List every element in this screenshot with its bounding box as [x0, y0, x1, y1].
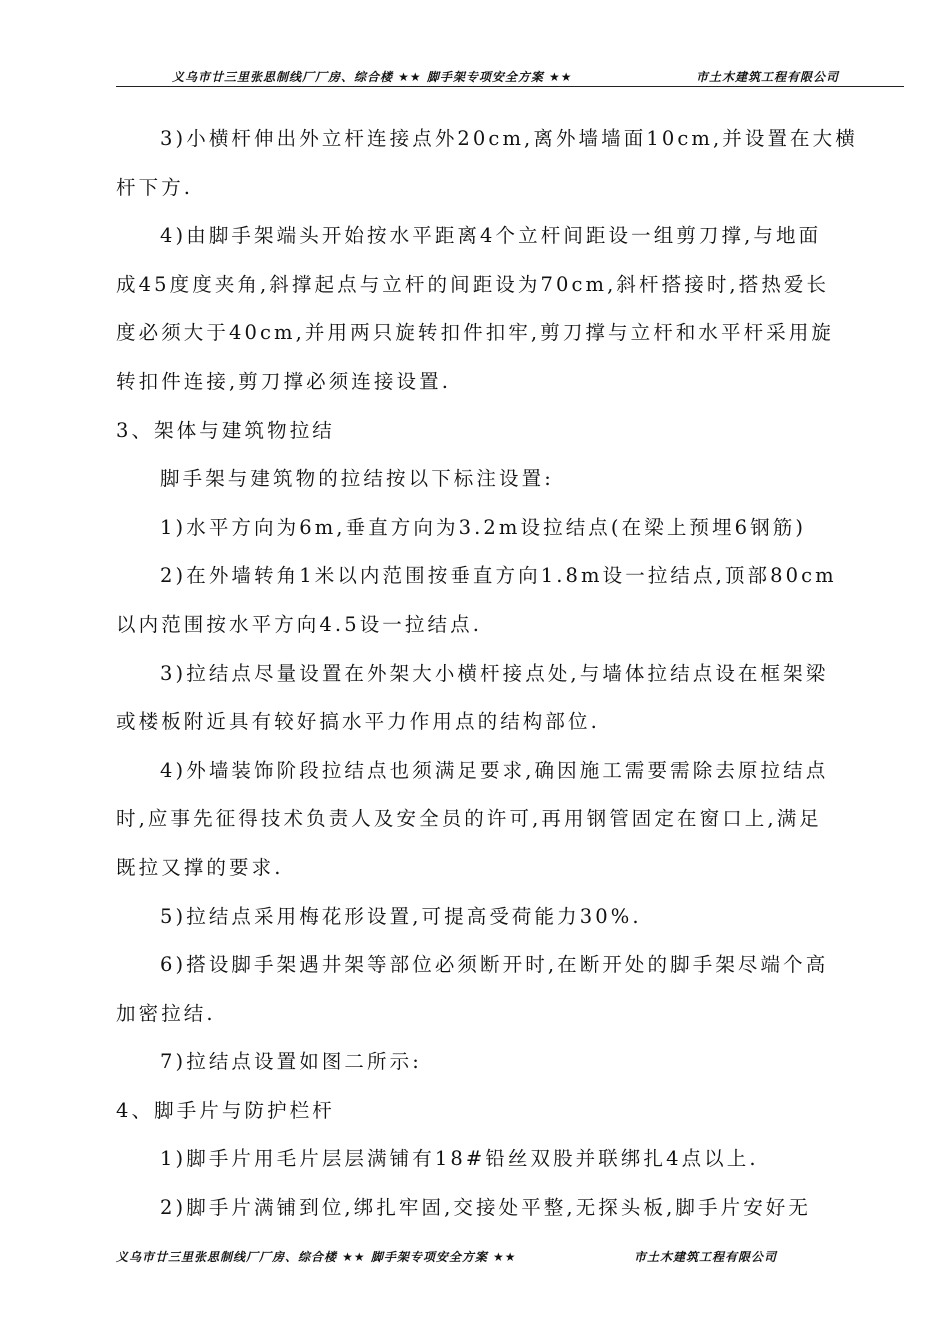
section-heading: 3、架体与建筑物拉结: [116, 418, 335, 442]
paragraph-line: 3)小横杆伸出外立杆连接点外20cm,离外墙墙面10cm,并设置在大横: [160, 127, 858, 150]
paragraph-line: 4)由脚手架端头开始按水平距离4个立杆间距设一组剪刀撑,与地面: [160, 224, 822, 248]
paragraph-line: 转扣件连接,剪刀撑必须连接设置.: [116, 369, 451, 393]
paragraph-line: 既拉又撑的要求.: [116, 855, 284, 879]
paragraph-line: 或楼板附近具有较好搞水平力作用点的结构部位.: [116, 710, 600, 734]
header-company-name: 市土木建筑工程有限公司: [696, 70, 840, 84]
paragraph-line: 以内范围按水平方向4.5设一拉结点.: [116, 612, 483, 636]
footer-project-title: 义乌市廿三里张思制线厂厂房、综合楼 ★★ 脚手架专项安全方案 ★★: [116, 1250, 517, 1264]
paragraph-line: 时,应事先征得技术负责人及安全员的许可,再用钢管固定在窗口上,满足: [116, 807, 822, 831]
paragraph-line: 7)拉结点设置如图二所示:: [160, 1050, 422, 1074]
paragraph-line: 4)外墙装饰阶段拉结点也须满足要求,确因施工需要需除去原拉结点: [160, 758, 829, 782]
page-footer: [116, 1248, 876, 1268]
paragraph-line: 1)脚手片用毛片层层满铺有18#铅丝双股并联绑扎4点以上.: [160, 1147, 759, 1171]
paragraph-line: 度必须大于40cm,并用两只旋转扣件扣牢,剪刀撑与立杆和水平杆采用旋: [116, 321, 835, 345]
paragraph-line: 加密拉结.: [116, 1001, 216, 1025]
header-project-title: 义乌市廿三里张思制线厂厂房、综合楼 ★★ 脚手架专项安全方案 ★★: [172, 70, 573, 84]
section-heading: 4、脚手片与防护栏杆: [116, 1098, 335, 1122]
paragraph-line: 成45度度夹角,斜撑起点与立杆的间距设为70cm,斜杆搭接时,搭热爱长: [116, 272, 830, 296]
paragraph-line: 5)拉结点采用梅花形设置,可提高受荷能力30%.: [160, 904, 642, 928]
paragraph-line: 2)在外墙转角1米以内范围按垂直方向1.8m设一拉结点,顶部80cm: [160, 564, 837, 588]
paragraph-line: 脚手架与建筑物的拉结按以下标注设置:: [160, 467, 554, 491]
paragraph-line: 2)脚手片满铺到位,绑扎牢固,交接处平整,无探头板,脚手片安好无: [160, 1196, 812, 1220]
paragraph-line: 6)搭设脚手架遇井架等部位必须断开时,在断开处的脚手架尽端个高: [160, 953, 829, 977]
page-header: [116, 66, 904, 87]
paragraph-line: 杆下方.: [116, 175, 194, 199]
paragraph-line: 3)拉结点尽量设置在外架大小横杆接点处,与墙体拉结点设在框架梁: [160, 661, 829, 685]
footer-company-name: 市土木建筑工程有限公司: [634, 1250, 778, 1264]
paragraph-line: 1)水平方向为6m,垂直方向为3.2m设拉结点(在梁上预埋6钢筋): [160, 515, 807, 539]
document-body: [116, 115, 906, 1233]
